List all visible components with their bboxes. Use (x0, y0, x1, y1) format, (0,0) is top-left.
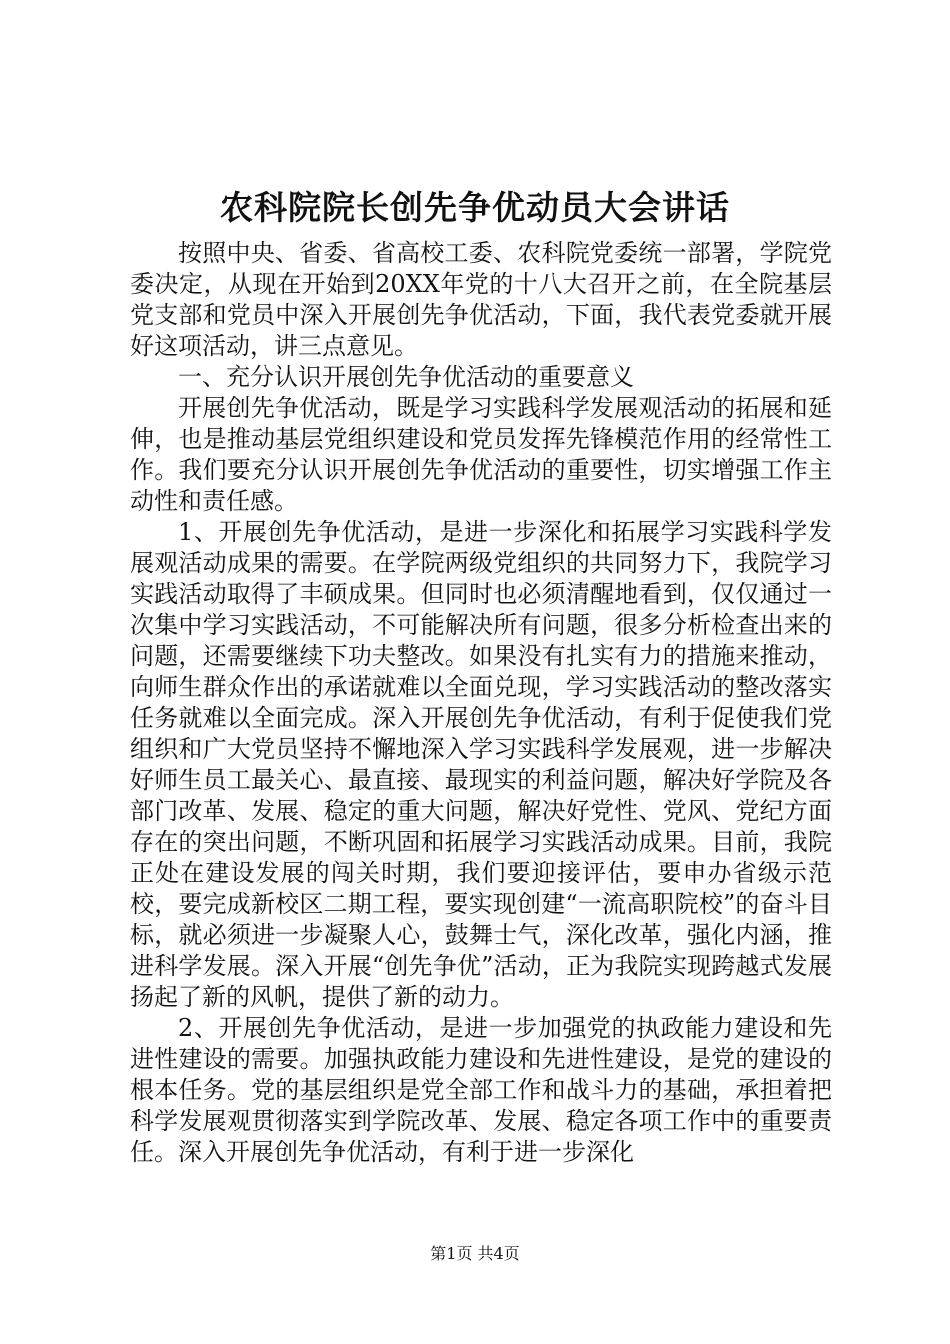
document-body (130, 238, 832, 1168)
paragraph-point-2: 2、开展创先争优活动，是进一步加强党的执政能力建设和先进性建设的需要。加强执政能力建设和先进性建设，是党的建设的根本任务。党的基层组织是党全部工作和战斗力的基础，承担着把科学发展观贯彻落实到学院改革、发展、稳定各项工作中的重要责任。深入开展创先争优活动，有利于进一步深化 (130, 1014, 832, 1166)
document-title: 农科院院长创先争优动员大会讲话 (220, 188, 730, 227)
section-heading-1: 一、充分认识开展创先争优活动的重要意义 (178, 363, 634, 391)
page-number-footer: 第1页 共4页 (430, 1244, 520, 1263)
paragraph-point-1: 1、开展创先争优活动，是进一步深化和拓展学习实践科学发展观活动成果的需要。在学院两级党组织的共同努力下，我院学习实践活动取得了丰硕成果。但同时也必须清醒地看到，仅仅通过一次集中学习实践活动，不可能解决所有问题，很多分析检查出来的问题，还需要继续下功夫整改。如果没有扎实有力的措施来推动，向师生群众作出的承诺就难以全面兑现，学习实践活动的整改落实任务就难以全面完成。深入开展创先争优活动，有利于促使我们党组织和广大党员坚持不懈地深入学习实践科学发展观，进一步解决好师生员工最关心、最直接、最现实的利益问题，解决好学院及各部门改革、发展、稳定的重大问题，解决好党性、党风、党纪方面存在的突出问题，不断巩固和拓展学习实践活动成果。目前，我院正处在建设发展的闯关时期，我们要迎接评估，要申办省级示范校，要完成新校区二期工程，要实现创建“一流高职院校”的奋斗目标，就必须进一步凝聚人心，鼓舞士气，深化改革，强化内涵，推进科学发展。深入开展“创先争优”活动，正为我院实现跨越式发展扬起了新的风帆，提供了新的动力。 (130, 518, 832, 1011)
paragraph-intro: 按照中央、省委、省高校工委、农科院党委统一部署，学院党委决定，从现在开始到20XX年党的十八大召开之前，在全院基层党支部和党员中深入开展创先争优活动，下面，我代表党委就开展好这项活动，讲三点意见。 (130, 239, 832, 360)
paragraph-section-1-overview: 开展创先争优活动，既是学习实践科学发展观活动的拓展和延伸，也是推动基层党组织建设和党员发挥先锋模范作用的经常性工作。我们要充分认识开展创先争优活动的重要性，切实增强工作主动性和责任感。 (130, 394, 832, 515)
